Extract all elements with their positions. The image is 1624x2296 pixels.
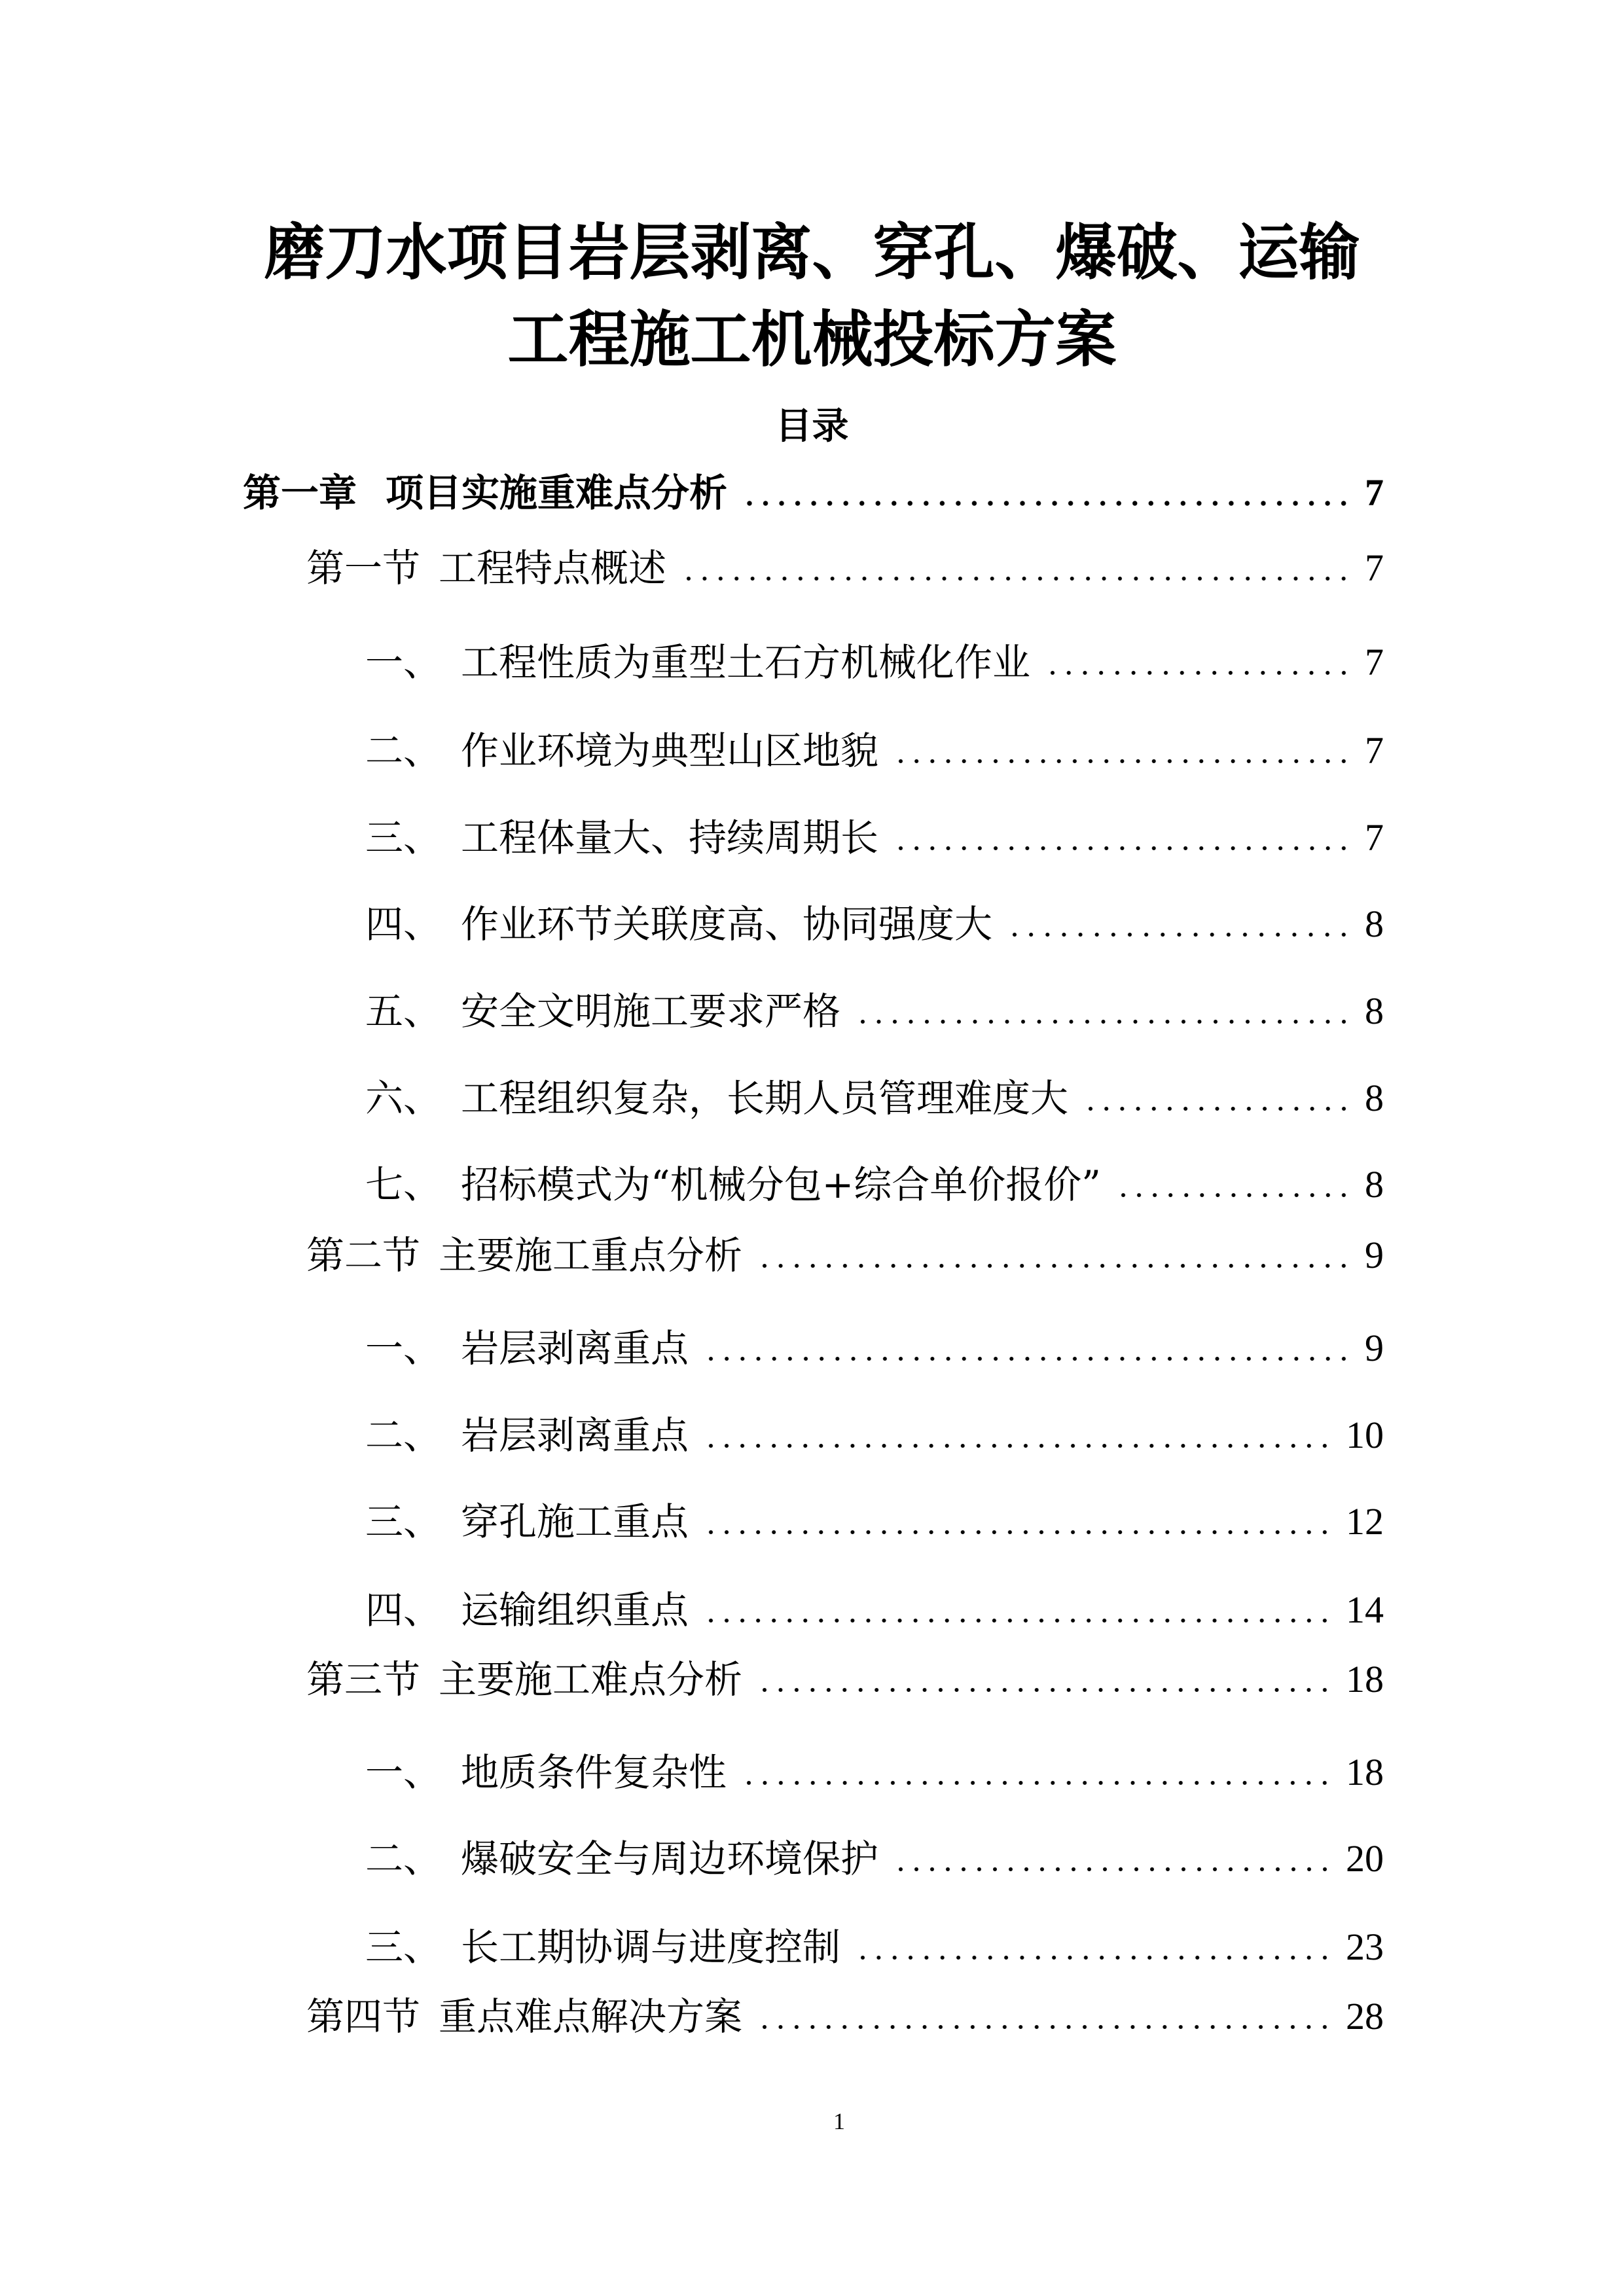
document-title-line-2: 工程施工机械投标方案 [507,304,1117,375]
toc-section-1 [306,542,1384,594]
toc-item-number: 三、 [365,1499,442,1544]
toc-page-number: 8 [1365,1077,1384,1119]
toc-item-title: 安全文明施工要求严格 [461,989,841,1033]
dot-leader [757,1229,1352,1282]
toc-section-title: 主要施工难点分析 [439,1657,743,1702]
toc-item-title: 岩层剥离重点 [461,1413,689,1458]
toc-item-title: 工程组织复杂，长期人员管理难度大 [461,1076,1069,1121]
toc-chapter-number: 第一章 [243,471,357,515]
dot-leader [1083,1072,1352,1124]
toc-item-2-4 [365,1584,1384,1636]
dot-leader [703,1409,1333,1462]
toc-item-number: 七、 [365,1162,442,1207]
toc-page-number: 7 [1365,547,1384,589]
toc-page-number: 8 [1365,1163,1384,1206]
page-footer-number: 1 [833,2108,845,2134]
toc-section-4 [306,1990,1384,2043]
dot-leader [757,1990,1333,2043]
toc-item-number: 一、 [365,1750,442,1795]
toc-section-3 [306,1653,1384,1706]
toc-item-number: 二、 [365,1837,442,1881]
toc-item-title: 穿孔施工重点 [461,1499,689,1544]
toc-item-title: 作业环节关联度高、协同强度大 [461,902,993,946]
toc-item-number: 三、 [365,816,442,860]
dot-leader [703,1496,1333,1548]
dot-leader [742,467,1352,519]
toc-page-number: 7 [1365,816,1384,859]
toc-page-number: 8 [1365,990,1384,1032]
dot-leader [1115,1158,1352,1211]
toc-item-number: 一、 [365,1326,442,1371]
toc-item-title: 爆破安全与周边环境保护 [461,1837,879,1881]
toc-section-number: 第二节 [306,1233,421,1278]
dot-leader [1045,636,1352,689]
toc-item-title: 运输组织重点 [461,1588,689,1632]
document-title-line-1: 磨刀水项目岩层剥离、穿孔、爆破、运输 [264,217,1360,288]
toc-section-title: 重点难点解决方案 [439,1994,743,2039]
toc-page-number: 23 [1346,1926,1384,1968]
toc-item-number: 四、 [365,1588,442,1632]
dot-leader [703,1584,1333,1636]
toc-section-title: 主要施工重点分析 [439,1233,743,1278]
toc-item-number: 四、 [365,902,442,946]
toc-page-number: 18 [1346,1751,1384,1793]
dot-leader [893,812,1352,864]
toc-page-number: 10 [1346,1414,1384,1456]
toc-item-number: 五、 [365,989,442,1033]
toc-page-number: 12 [1346,1500,1384,1543]
toc-item-1-5 [365,985,1384,1037]
toc-section-number: 第四节 [306,1994,421,2039]
toc-page-number: 8 [1365,903,1384,945]
dot-leader [703,1322,1352,1374]
toc-item-number: 二、 [365,1413,442,1458]
toc-page-number: 9 [1365,1327,1384,1369]
toc-section-2 [306,1229,1384,1282]
toc-item-title: 地质条件复杂性 [461,1750,727,1795]
toc-item-number: 六、 [365,1076,442,1121]
dot-leader [855,1921,1333,1973]
toc-item-title: 工程体量大、持续周期长 [461,816,879,860]
toc-section-number: 第三节 [306,1657,421,1702]
toc-item-number: 三、 [365,1925,442,1969]
document-title [0,209,1624,384]
dot-leader [855,985,1352,1037]
dot-leader [741,1746,1333,1799]
dot-leader [757,1653,1333,1706]
toc-item-1-7 [365,1158,1384,1211]
dot-leader [681,542,1352,594]
toc-page-number: 18 [1346,1658,1384,1700]
toc-item-title: 长工期协调与进度控制 [461,1925,841,1969]
toc-item-1-1 [365,636,1384,689]
toc-item-2-3 [365,1496,1384,1548]
toc-item-title: 岩层剥离重点 [461,1326,689,1371]
toc-page-number: 9 [1365,1234,1384,1276]
toc-item-1-3 [365,812,1384,864]
dot-leader [1007,898,1352,950]
toc-item-number: 二、 [365,728,442,773]
toc-item-2-1 [365,1322,1384,1374]
toc-item-2-2 [365,1409,1384,1462]
toc-item-1-6 [365,1072,1384,1124]
toc-page-number: 7 [1365,471,1384,514]
toc-item-title: 招标模式为“机械分包+综合单价报价” [461,1162,1101,1207]
toc-page-number: 20 [1346,1837,1384,1880]
toc-item-3-2 [365,1833,1384,1885]
toc-item-title: 工程性质为重型土石方机械化作业 [461,640,1031,685]
toc-page-number: 7 [1365,641,1384,683]
toc-page-number: 28 [1346,1995,1384,2037]
toc-section-number: 第一节 [306,546,421,590]
dot-leader [893,725,1352,777]
toc-chapter-1 [243,467,1384,519]
dot-leader [893,1833,1333,1885]
toc-chapter-title: 项目实施重难点分析 [386,471,728,515]
toc-section-title: 工程特点概述 [439,546,667,590]
toc-item-number: 一、 [365,640,442,685]
toc-page-number: 14 [1346,1588,1384,1631]
toc-item-1-4 [365,898,1384,950]
toc-item-3-1 [365,1746,1384,1799]
toc-item-3-3 [365,1921,1384,1973]
toc-page-number: 7 [1365,729,1384,772]
toc-heading: 目录 [775,405,849,448]
toc-item-title: 作业环境为典型山区地貌 [461,728,879,773]
toc-item-1-2 [365,725,1384,777]
